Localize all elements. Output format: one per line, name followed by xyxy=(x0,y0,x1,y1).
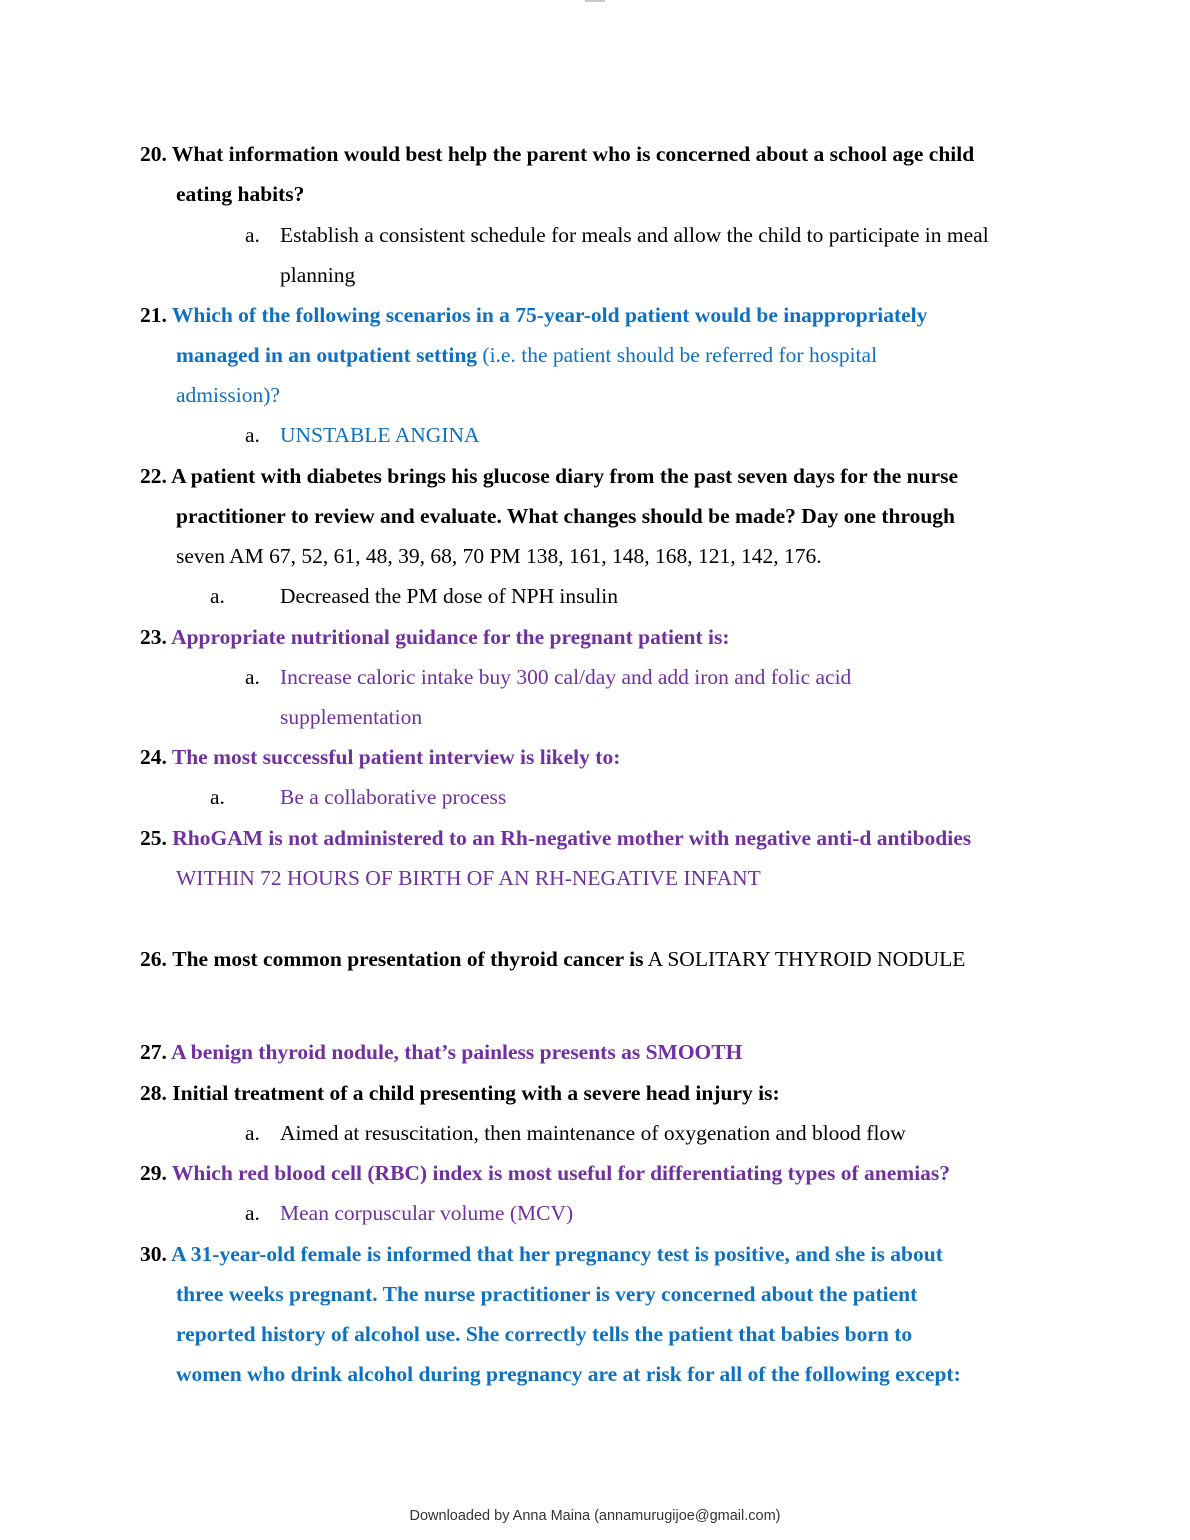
question-number: 24. xyxy=(140,745,167,769)
answer-text-cont: supplementation xyxy=(280,705,423,729)
answer-text: Aimed at resuscitation, then maintenance of oxygenation and blood flow xyxy=(280,1121,906,1145)
answer-text: Be a collaborative process xyxy=(280,785,507,809)
question-text: Which red blood cell (RBC) index is most useful for differentiating types of anemias? xyxy=(171,1161,951,1185)
question-number: 21. xyxy=(140,303,167,327)
answer-text: WITHIN 72 HOURS OF BIRTH OF AN RH-NEGATIVE INFANT xyxy=(176,866,761,890)
question-number: 28. xyxy=(140,1081,167,1105)
answer-text: Increase caloric intake buy 300 cal/day and add iron and folic acid xyxy=(280,665,852,689)
question-number: 22. xyxy=(140,464,167,488)
question-number: 20. xyxy=(140,142,167,166)
answer-marker: a. xyxy=(210,584,225,608)
question-text: What information would best help the parent who is concerned about a school age child xyxy=(171,142,975,166)
question-text-cont: practitioner to review and evaluate. What changes should be made? Day one through xyxy=(176,504,956,528)
question-number: 27. xyxy=(140,1040,167,1064)
question-text: A benign thyroid nodule, that’s painless presents as SMOOTH xyxy=(171,1040,743,1064)
question-note: (i.e. the patient should be referred for hospital xyxy=(477,343,878,367)
answer-text: A SOLITARY THYROID NODULE xyxy=(643,947,966,971)
answer-marker: a. xyxy=(245,1201,260,1225)
question-number: 29. xyxy=(140,1161,167,1185)
answer-text: Decreased the PM dose of NPH insulin xyxy=(280,584,618,608)
answer-marker: a. xyxy=(245,423,260,447)
answer-text: Mean corpuscular volume (MCV) xyxy=(280,1201,574,1225)
question-text: Initial treatment of a child presenting with a severe head injury is: xyxy=(172,1081,780,1105)
answer-text-cont: planning xyxy=(280,263,356,287)
answer-text: Establish a consistent schedule for meals and allow the child to participate in meal xyxy=(280,223,989,247)
question-text-cont: reported history of alcohol use. She correctly tells the patient that babies born to xyxy=(176,1322,913,1346)
question-number: 30. xyxy=(140,1242,167,1266)
download-footer: Downloaded by Anna Maina (annamurugijoe@gmail.com) xyxy=(409,1508,781,1524)
question-text: A patient with diabetes brings his glucose diary from the past seven days for the nurse xyxy=(171,464,959,488)
header-mark xyxy=(585,0,605,2)
answer-marker: a. xyxy=(245,665,260,689)
answer-marker: a. xyxy=(245,1121,260,1145)
question-text: Appropriate nutritional guidance for the pregnant patient is: xyxy=(171,625,730,649)
answer-marker: a. xyxy=(210,785,225,809)
question-number: 25. xyxy=(140,826,167,850)
answer-text: UNSTABLE ANGINA xyxy=(280,423,480,447)
question-text-cont: managed in an outpatient setting xyxy=(176,343,478,367)
question-text-cont: eating habits? xyxy=(176,182,305,206)
question-text: RhoGAM is not administered to an Rh-negative mother with negative anti-d antibodies xyxy=(172,826,972,850)
question-text: The most successful patient interview is likely to: xyxy=(171,745,621,769)
question-number: 26. xyxy=(140,947,167,971)
question-text-cont: women who drink alcohol during pregnancy are at risk for all of the following except: xyxy=(176,1362,961,1386)
question-note-cont: admission)? xyxy=(176,383,280,407)
question-text: A 31-year-old female is informed that her pregnancy test is positive, and she is about xyxy=(171,1242,943,1266)
glucose-readings: seven AM 67, 52, 61, 48, 39, 68, 70 PM 138, 161, 148, 168, 121, 142, 176. xyxy=(176,544,822,568)
question-text-cont: three weeks pregnant. The nurse practitioner is very concerned about the patient xyxy=(176,1282,918,1306)
question-text: The most common presentation of thyroid cancer is xyxy=(172,947,644,971)
question-text: Which of the following scenarios in a 75-year-old patient would be inappropriately xyxy=(171,303,928,327)
answer-marker: a. xyxy=(245,223,260,247)
question-number: 23. xyxy=(140,625,167,649)
